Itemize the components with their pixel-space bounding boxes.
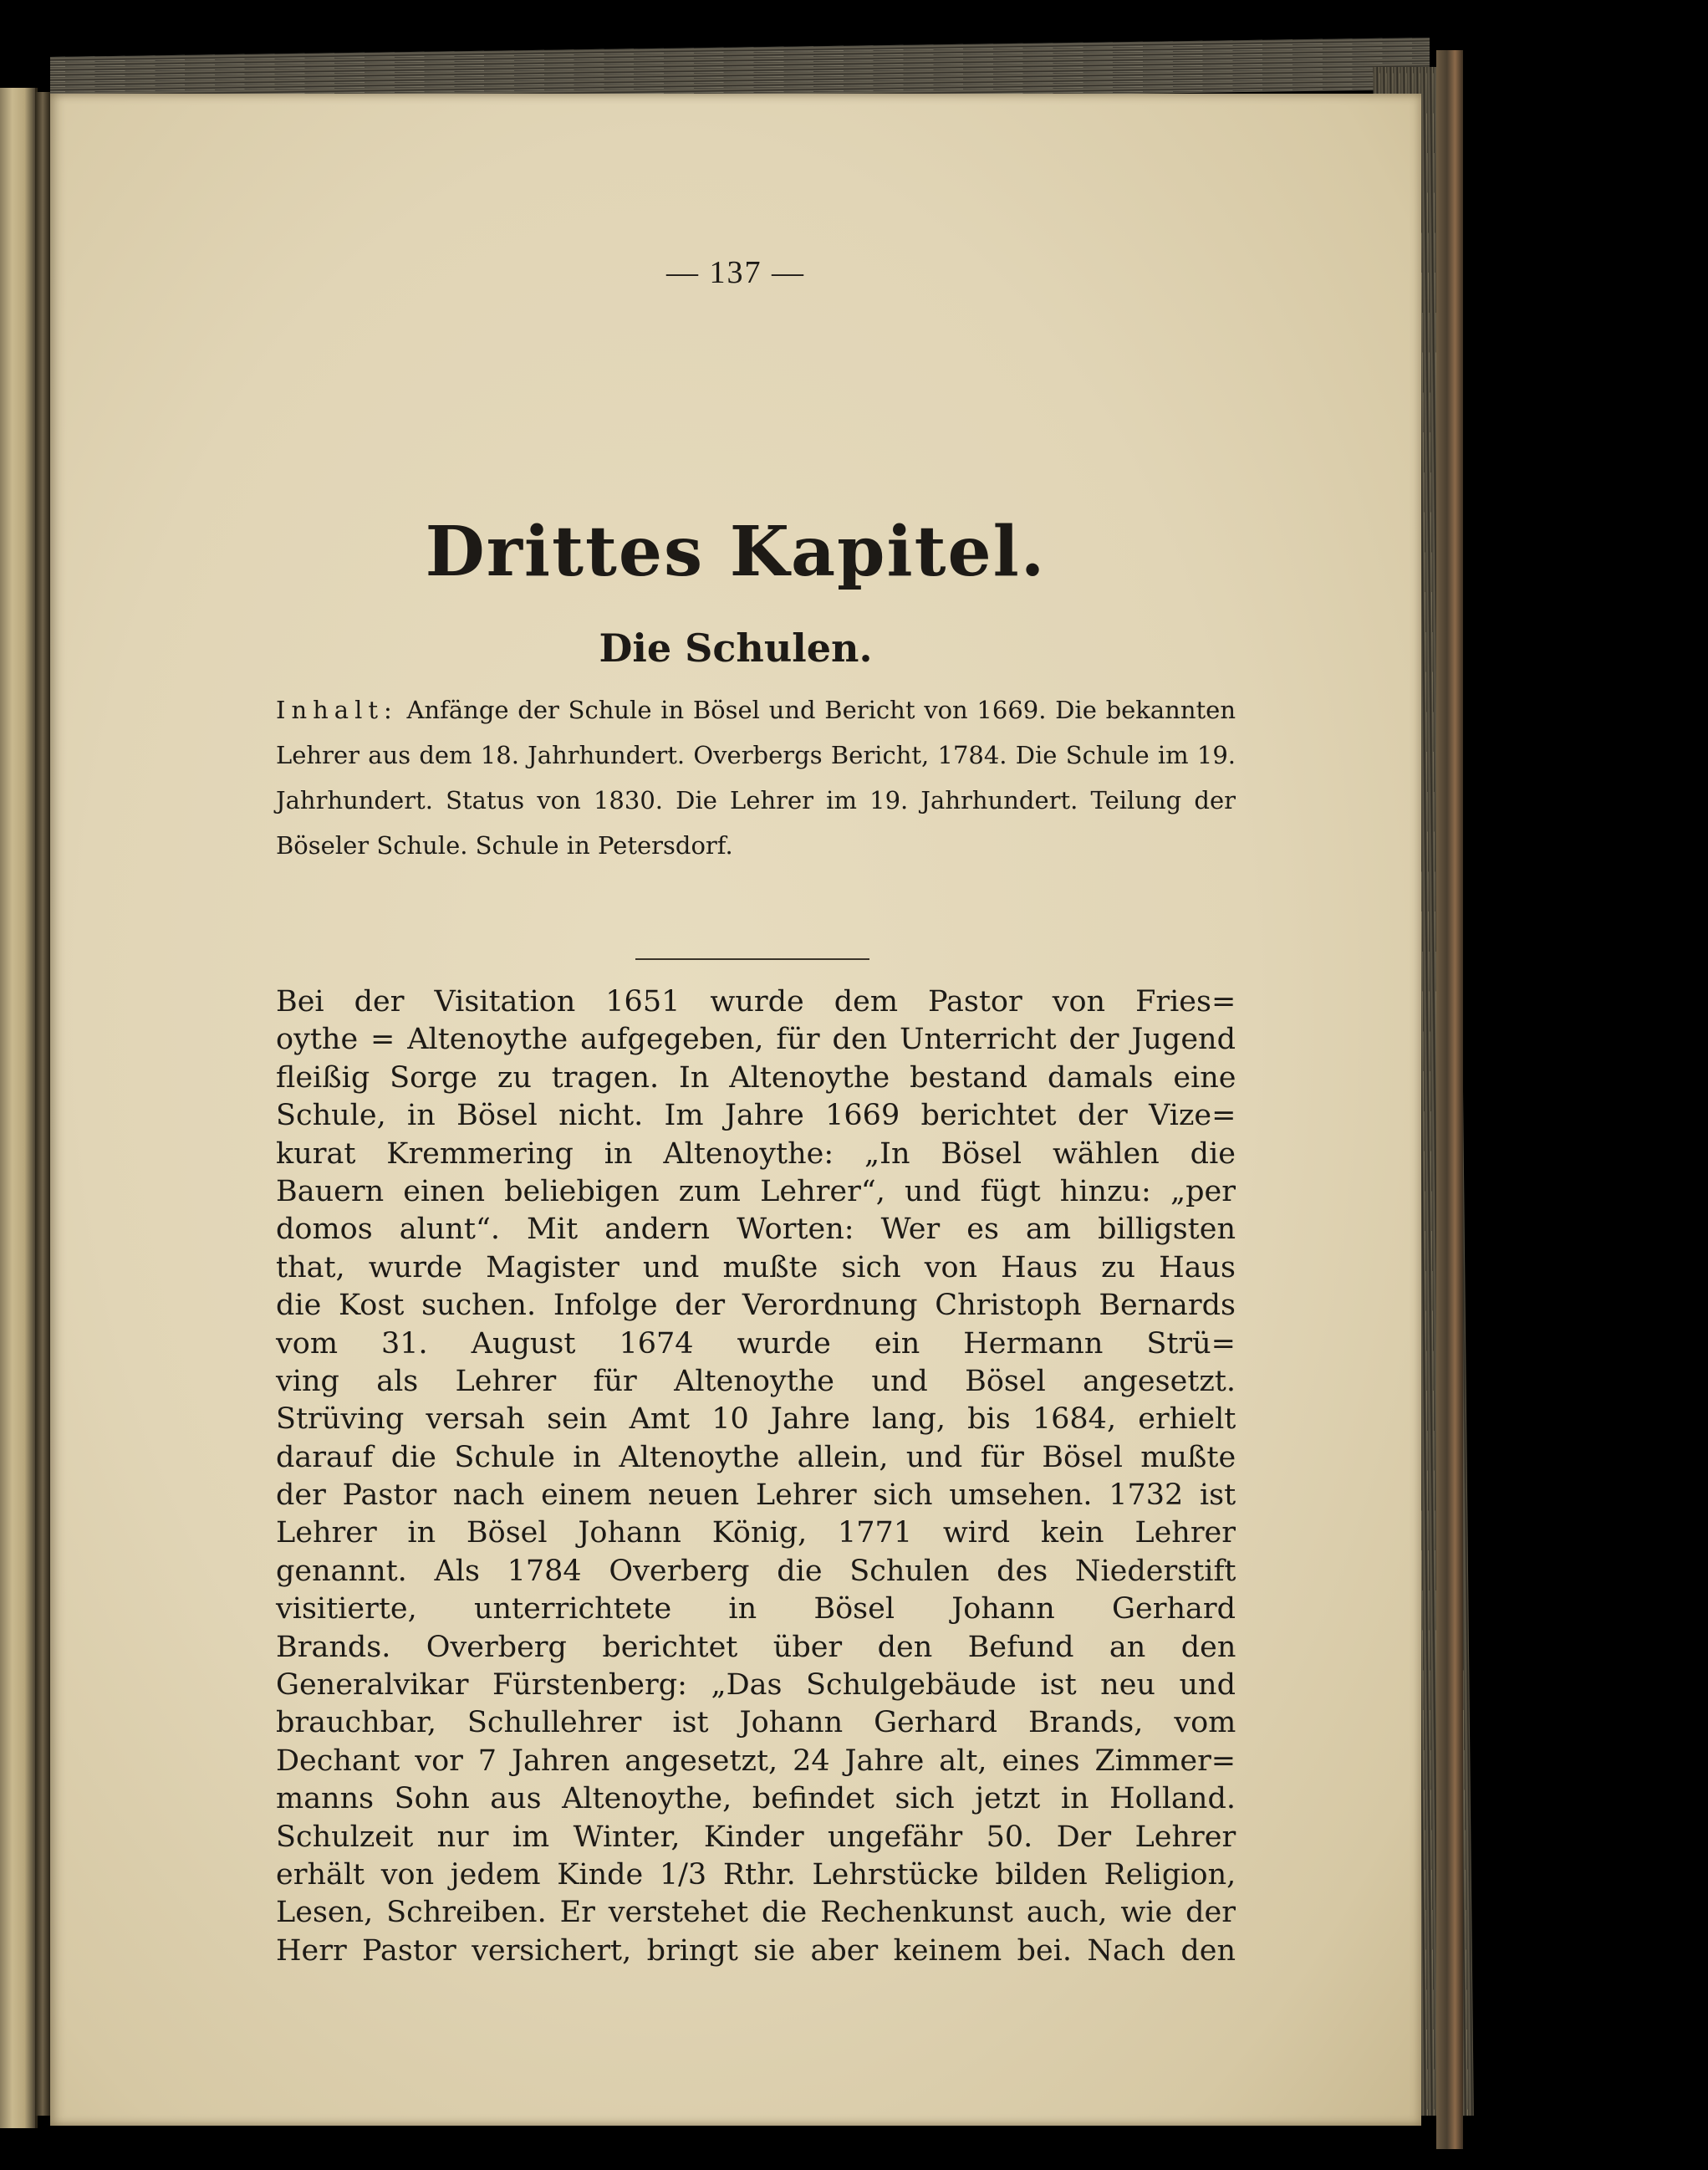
body-line: Strüving versah sein Amt 10 Jahre lang, bis 1684, erhielt — [276, 1402, 1236, 1437]
body-line: vom 31. August 1674 wurde ein Hermann Strü= — [276, 1326, 1236, 1361]
body-line: oythe = Altenoythe aufgegeben, für den Unterricht der Jugend — [276, 1023, 1236, 1057]
body-line: darauf die Schule in Altenoythe allein, und für Bösel mußte — [276, 1440, 1236, 1474]
book-page — [50, 94, 1421, 2126]
body-line: Dechant vor 7 Jahren angesetzt, 24 Jahre alt, eines Zimmer= — [276, 1744, 1236, 1778]
body-text — [276, 983, 1236, 1970]
body-line: Schulzeit nur im Winter, Kinder ungefähr 50. Der Lehrer — [276, 1820, 1236, 1854]
body-line: that, wurde Magister und mußte sich von Haus zu Haus — [276, 1250, 1236, 1284]
body-line: manns Sohn aus Altenoythe, befindet sich jetzt in Holland. — [276, 1782, 1236, 1816]
section-title: Die Schulen. — [599, 625, 873, 671]
book-cover-edge — [1436, 50, 1463, 2149]
body-line: der Pastor nach einem neuen Lehrer sich umsehen. 1732 ist — [276, 1478, 1236, 1513]
body-line: genannt. Als 1784 Overberg die Schulen des Niederstift — [276, 1554, 1236, 1588]
page-number: — 137 — — [666, 255, 805, 290]
body-line: Bei der Visitation 1651 wurde dem Pastor von Fries= — [276, 985, 1236, 1019]
chapter-title: Drittes Kapitel. — [425, 512, 1047, 592]
body-line: Bauern einen beliebigen zum Lehrer“, und fügt hinzu: „per — [276, 1174, 1236, 1208]
body-line: fleißig Sorge zu tragen. In Altenoythe bestand damals eine — [276, 1060, 1236, 1095]
body-line: Lesen, Schreiben. Er verstehet die Rechenkunst auch, wie der — [276, 1896, 1236, 1930]
body-line: Lehrer in Bösel Johann König, 1771 wird kein Lehrer — [276, 1516, 1236, 1550]
body-line: Brands. Overberg berichtet über den Befund an den — [276, 1630, 1236, 1664]
body-line: domos alunt“. Mit andern Worten: Wer es am billigsten — [276, 1213, 1236, 1247]
body-line: Generalvikar Fürstenberg: „Das Schulgebäude ist neu und — [276, 1668, 1236, 1703]
body-line: Herr Pastor versichert, bringt sie aber keinem bei. Nach den — [276, 1933, 1236, 1968]
previous-page-edge — [0, 88, 38, 2128]
body-line: die Kost suchen. Infolge der Verordnung Christoph Bernards — [276, 1289, 1236, 1323]
body-line: brauchbar, Schullehrer ist Johann Gerhard Brands, vom — [276, 1706, 1236, 1740]
section-divider — [635, 958, 869, 960]
contents-text: Anfänge der Schule in Bösel und Bericht von 1669. Die bekannten Lehrer aus dem 18. Jahrhundert. Overbergs Bericht, 1784. Die Schule im 19. Jahrhundert. Status von 1830. Die Lehrer im 19. Jahrhundert. Teilung der Böseler Schule. Schule in Petersdorf. — [276, 696, 1236, 860]
body-line: ving als Lehrer für Altenoythe und Bösel angesetzt. — [276, 1364, 1236, 1398]
body-line: visitierte, unterrichtete in Bösel Johann Gerhard — [276, 1592, 1236, 1626]
body-line: kurat Kremmering in Altenoythe: „In Bösel wählen die — [276, 1136, 1236, 1171]
contents-label: Inhalt: — [276, 696, 398, 724]
chapter-contents — [276, 687, 1236, 868]
book-gutter — [35, 92, 50, 2116]
body-line: erhält von jedem Kinde 1/3 Rthr. Lehrstücke bilden Religion, — [276, 1857, 1236, 1892]
body-line: Schule, in Bösel nicht. Im Jahre 1669 berichtet der Vize= — [276, 1099, 1236, 1133]
